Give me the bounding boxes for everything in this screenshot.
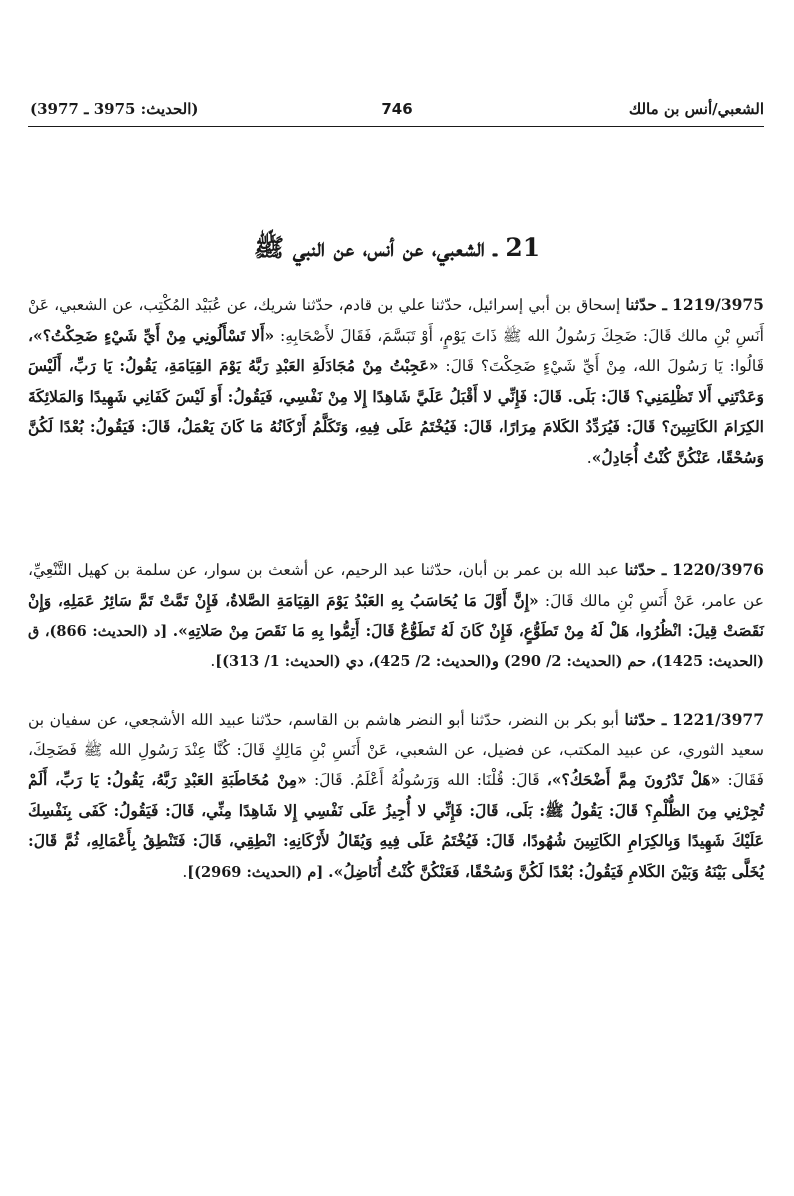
hadith-end: . <box>586 448 592 467</box>
hadith-intro: ـ حدّثنا <box>624 560 667 579</box>
header-hadith-range: (الحديث: 3975 ـ 3977) <box>30 100 199 118</box>
hadith-entry-3977 <box>28 705 764 887</box>
hadith-isnad: إسحاق بن أبي إسرائيل، حدّثنا علي بن قادم، حدّثنا شريك، عن عُبَيْد المُكْتِب، عن الشعبي، عَنْ أَنَسِ بْنِ مالك قَالَ: ضَحِكَ رَسُولُ الله ﷺ ذَاتَ يَوْمٍ، أَوْ تَبَسَّمَ، فَقَالَ لأَصْحَابِهِ: <box>28 296 764 345</box>
hadith-isnad: أبو بكر بن النضر، حدّثنا أبو النضر هاشم بن القاسم، حدّثنا عبيد الله الأشجعي، عن سفيان بن سعيد الثوري، عن عبيد المكتب، عن فضيل، عن الشعبي، عَنْ أَنَسِ بْنِ مَالِكٍ قَالَ: كُنَّا عِنْدَ رَسُولِ الله ﷺ فَضَحِكَ، فَقَالَ: <box>28 711 764 789</box>
hadith-entry-3976 <box>28 555 764 676</box>
hadith-matn: «مِنْ مُخَاطَبَةِ العَبْدِ رَبَّهُ، يَقُولُ: يَا رَبِّ، أَلَمْ تُجِرْنِي مِنَ الظُّلْمِ؟ قَالَ: يَقُولُ ﷺ: بَلَى، قَالَ: فَإِنِّي لا أُجِيزُ عَلَى نَفْسِي إِلا شَاهِدًا مِنِّي، قَالَ: فَيَقُولُ: كَفَى بِنَفْسِكَ عَلَيْكَ شَهِيدًا وَبِالكِرَامِ الكَاتِبِينَ شُهُودًا، قَالَ: فَيُخْتَمُ عَلَى فِيهِ وَيُقَالُ لأَرْكَانِهِ: انْطِقِي، قَالَ: فَتَنْطِقُ بِأَعْمَالِهِ، ثُمَّ قَالَ: يُخَلَّى بَيْنَهُ وَبَيْنَ الكَلامِ فَيَقُولُ: بُعْدًا لَكُنَّ وَسُحْقًا، فَعَنْكُنَّ كُنْتُ أُنَاضِلُ». <box>28 770 764 881</box>
hadith-references: [د (الحديث: 866)، ق (الحديث: 1425)، حم (الحديث: 2/ 290) و(الحديث: 2/ 425)، دي (الحديث: 1/ 313)] <box>28 623 764 670</box>
hadith-number: 1219/3975 <box>672 295 764 314</box>
chapter-title: 21 ـ الشعبي، عن أنس، عن النبي ﷺ <box>253 233 541 262</box>
hadith-number: 1220/3976 <box>672 560 764 579</box>
hadith-matn: «هَلْ تَدْرُونَ مِمَّ أَضْحَكُ؟»، <box>546 770 721 789</box>
hadith-end: . <box>182 862 188 881</box>
running-header <box>30 100 764 126</box>
hadith-matn: «أَلا تَسْأَلُونِي مِنْ أَيِّ شَيْءٍ ضَحِكْتُ؟»، <box>28 325 275 345</box>
hadith-intro: ـ حدّثنا <box>624 710 667 729</box>
header-author-title: الشعبي/أنس بن مالك <box>628 100 764 118</box>
hadith-intro: ـ حدّثنا <box>625 295 667 314</box>
hadith-text: قَالَ: قُلْنَا: الله وَرَسُولُهُ أَعْلَمُ. قَالَ: <box>313 771 540 789</box>
hadith-isnad: عبد الله بن عمر بن أبان، حدّثنا عبد الرحيم، عن أشعث بن سوار، عن سلمة بن كهيل التَّنْعِيِّ، عن عامر، عَنْ أَنَسِ بْنِ مالك قَالَ: <box>28 561 764 610</box>
header-divider <box>28 126 764 127</box>
hadith-end: . <box>210 651 216 670</box>
hadith-text: قَالُوا: يَا رَسُولَ الله، مِنْ أَيِّ شَيْءٍ ضَحِكْتَ؟ قَالَ: <box>445 357 764 375</box>
hadith-matn: «إِنَّ أَوَّلَ مَا يُحَاسَبُ بِهِ العَبْدُ يَوْمَ القِيَامَةِ الصَّلاةُ، فَإِنْ تَمَّتْ تَمَّ سَائِرُ عَمَلِهِ، وَإِنْ نَقَصَتْ قِيلَ: انْظُرُوا، هَلْ لَهُ مِنْ تَطَوُّعٍ، فَإِنْ كَانَ لَهُ تَطَوُّعٌ قَالَ: أَتِمُّوا بِهِ مَا نَقَصَ مِنْ صَلاتِهِ». <box>28 590 764 640</box>
hadith-entry-3975 <box>28 290 764 473</box>
hadith-references: [م (الحديث: 2969)] <box>187 863 324 881</box>
hadith-matn: «عَجِبْتُ مِنْ مُجَادَلَةِ العَبْدِ رَبَّهُ يَوْمَ القِيَامَةِ، يَقُولُ: يَا رَبِّ، أَلَيْسَ وَعَدْتَنِي أَلا تَظْلِمَنِي؟ قَالَ: بَلَى. قَالَ: فَإِنِّي لا أَقْبَلُ عَلَيَّ شَاهِدًا إِلا مِنْ نَفْسِي، فَيَقُولُ: أَوَ لَيْسَ كَفَانِي شَهِيدًا وَالمَلائِكَةَ الكِرَامَ الكَاتِبِينَ؟ قَالَ: فَيُرَدِّدُ الكَلامَ مِرَارًا، قَالَ: فَيُخْتَمُ عَلَى فِيهِ، وَتَكَلَّمُ أَرْكَانُهُ مَا كَانَ يَعْمَلُ، قَالَ: فَيَقُولُ: بُعْدًا لَكُنَّ وَسُحْقًا، عَنْكُنَّ كُنْتُ أُجَادِلُ» <box>28 356 764 467</box>
page-number: 746 <box>381 100 413 118</box>
hadith-number: 1221/3977 <box>672 710 764 729</box>
